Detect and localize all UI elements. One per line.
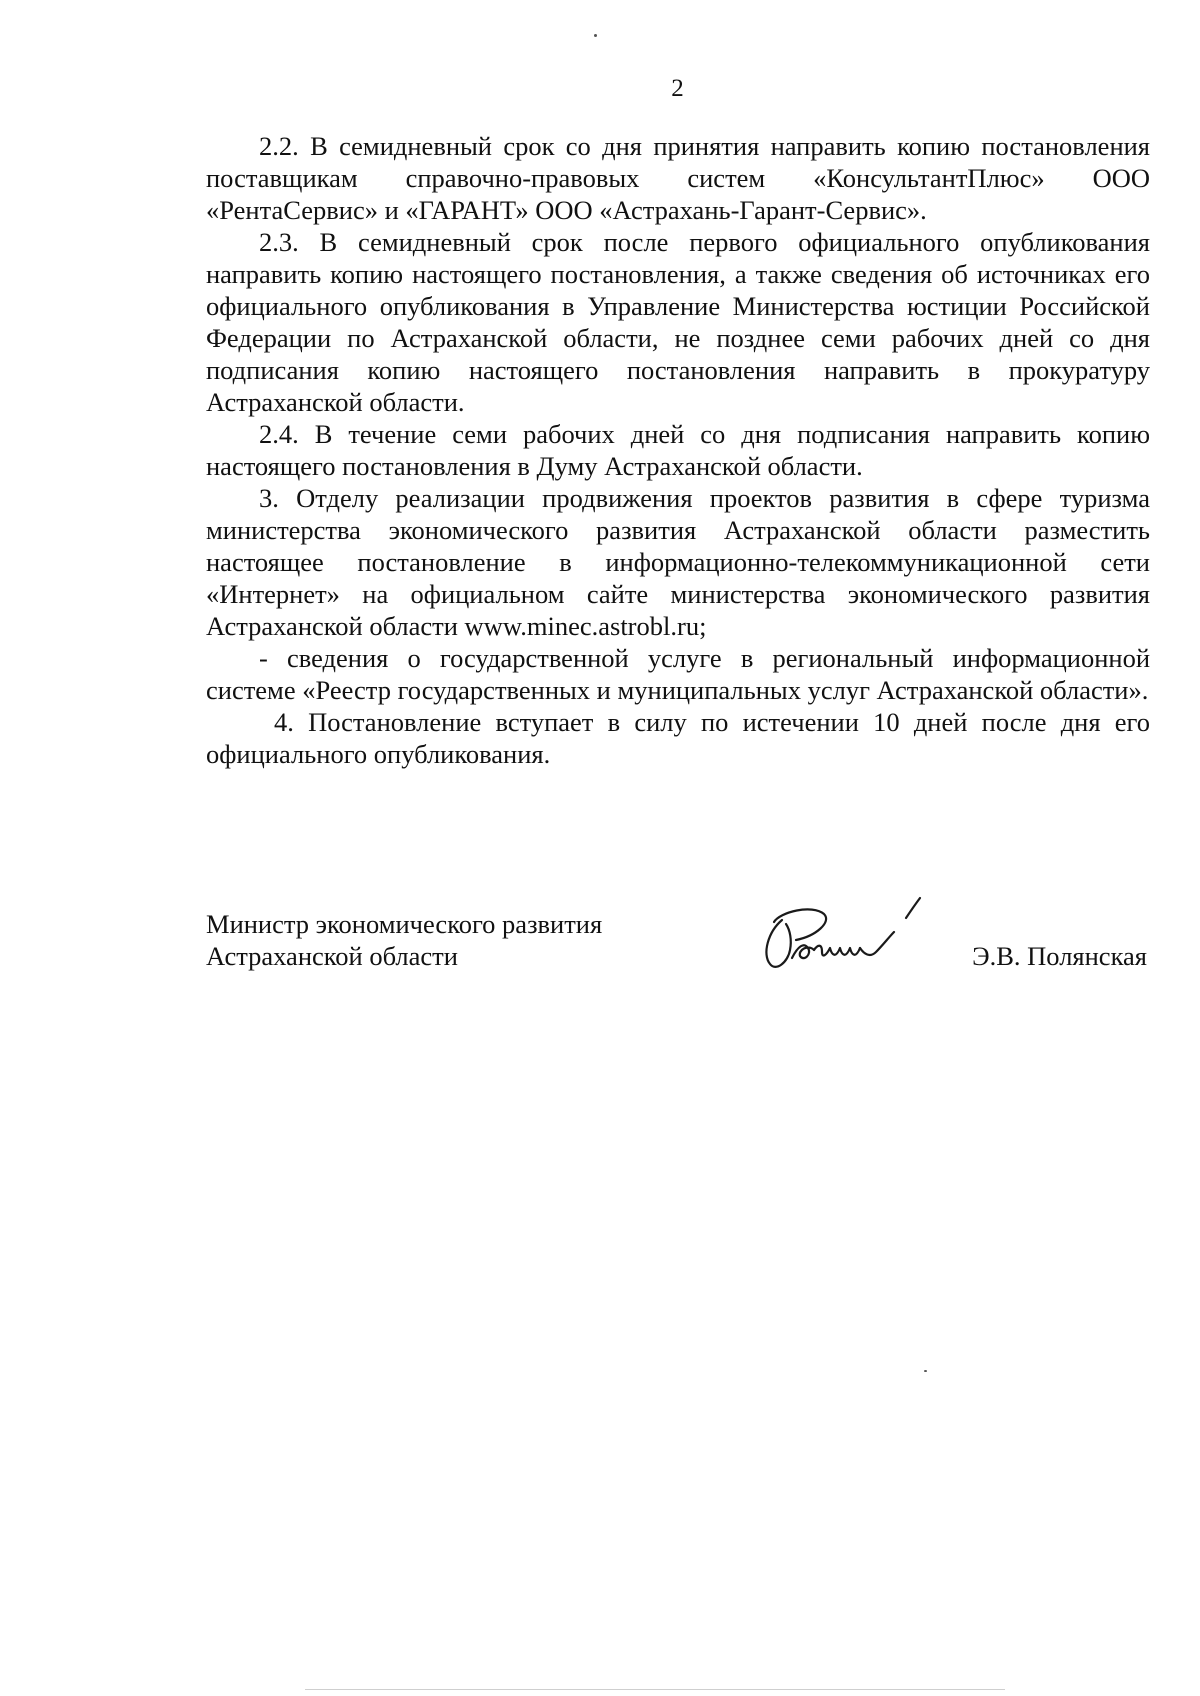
- document-body: [206, 130, 1150, 770]
- scan-speck: [594, 34, 597, 37]
- signatory-title-line2: Астраханской области: [206, 941, 458, 971]
- signatory-name: Э.В. Полянская: [972, 941, 1147, 971]
- signature-block: [206, 908, 1150, 988]
- paragraph-2-3: 2.3. В семидневный срок после первого официального опубликования направить копию настоящего постановления, а также сведения об источниках его официального опубликования в Управление Министерства юстиции Российской Федерации по Астраханской области, не позднее семи рабочих дней со дня подписания копию настоящего постановления направить в прокуратуру Астраханской области.: [206, 227, 1150, 417]
- handwritten-signature-icon: [752, 892, 952, 982]
- signatory-title-line1: Министр экономического развития: [206, 909, 603, 939]
- paragraph-3: 3. Отделу реализации продвижения проектов развития в сфере туризма министерства экономического развития Астраханской области разместить настоящее постановление в информационно-телекоммуникационной сети «Интернет» на официальном сайте министерства экономического развития Астраханской области www.minec.astrobl.ru;: [206, 483, 1150, 641]
- paragraph-2-4: 2.4. В течение семи рабочих дней со дня подписания направить копию настоящего постановления в Думу Астраханской области.: [206, 419, 1150, 481]
- paragraph-2-2: 2.2. В семидневный срок со дня принятия направить копию постановления поставщикам справочно-правовых систем «КонсультантПлюс» ООО «РентаСервис» и «ГАРАНТ» ООО «Астрахань-Гарант-Сервис».: [206, 131, 1150, 225]
- signatory-title: [206, 908, 602, 972]
- scan-speck: [924, 1370, 927, 1372]
- scan-edge-line: [305, 1689, 1005, 1690]
- paragraph-4: 4. Постановление вступает в силу по истечении 10 дней после дня его официального опубликования.: [206, 707, 1150, 769]
- page-number: 2: [671, 75, 684, 102]
- paragraph-3-registry: - сведения о государственной услуге в региональный информационной системе «Реестр государственных и муниципальных услуг Астраханской области».: [206, 643, 1150, 705]
